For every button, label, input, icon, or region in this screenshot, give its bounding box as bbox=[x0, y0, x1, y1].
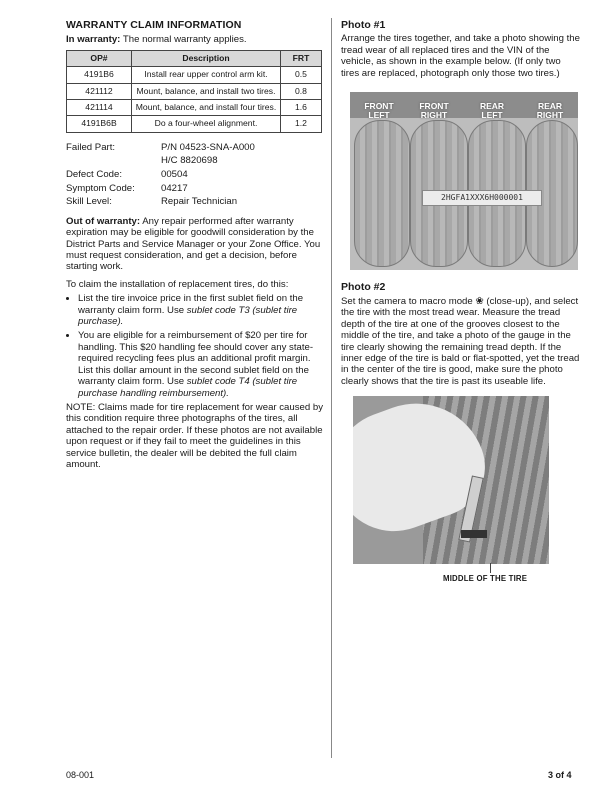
middle-of-tire-callout: MIDDLE OF THE TIRE bbox=[443, 574, 528, 583]
cell-frt: 0.5 bbox=[281, 67, 322, 83]
table-row bbox=[67, 67, 322, 83]
label-rear-left: REAR LEFT bbox=[479, 101, 505, 120]
photo1-instructions: Arrange the tires together, and take a photo showing the tread wear of all replaced tires and the VIN of the vehicle, as shown in the example below. (If only two tires are replaced, photograph only those two tires.) bbox=[341, 33, 580, 79]
cell-description: Mount, balance, and install four tires. bbox=[132, 100, 281, 116]
vin-label: 2HGFA1XXX6H000001 bbox=[422, 190, 542, 206]
cell-op: 421112 bbox=[67, 83, 132, 99]
defect-code-row: Defect Code: 00504 bbox=[66, 169, 188, 181]
bulletin-number: 08-001 bbox=[66, 770, 95, 780]
op-table-header bbox=[67, 50, 322, 66]
label-front-left: FRONT LEFT bbox=[364, 101, 394, 120]
table-row bbox=[67, 116, 322, 132]
table-row bbox=[67, 83, 322, 99]
cell-op: 421114 bbox=[67, 100, 132, 116]
failed-part-row: Failed Part: P/N 04523-SNA-A000 bbox=[66, 141, 255, 153]
claim-intro: To claim the installation of replacement tires, do this: bbox=[66, 278, 289, 290]
page-number: 3 of 4 bbox=[548, 770, 572, 780]
photo2-title: Photo #2 bbox=[341, 281, 386, 293]
callout-leader-line bbox=[490, 563, 491, 573]
cell-op: 4191B6B bbox=[67, 116, 132, 132]
macro-flower-icon: ❀ bbox=[475, 296, 484, 307]
tread-gauge-photo bbox=[353, 396, 549, 564]
photo2-instructions: Set the camera to macro mode ❀ (close-up), and select the tire with the most tread wear. Measure the tread depth of the tire at one of the grooves closest to the middle of the tire, and take a photo of the gauge in the tire clearly showing the remaining tread depth. If the inner edge of the tire is bald or flat-spotted, yet the tread in the center of the tire is good, make sure the photo clearly shows that the tire is past its useable life. bbox=[341, 296, 580, 387]
cell-description: Install rear upper control arm kit. bbox=[132, 67, 281, 83]
gauge-tip bbox=[461, 530, 487, 538]
out-of-warranty-paragraph: Out of warranty: Any repair performed after warranty expiration may be eligible for goodwill consideration by the District Parts and Service Manager or your Zone Office. You must request consideration, and get a decision, before starting work. bbox=[66, 215, 321, 273]
header-frt: FRT bbox=[281, 50, 322, 66]
cell-op: 4191B6 bbox=[67, 67, 132, 83]
claim-steps-list bbox=[66, 293, 324, 399]
cell-frt: 1.6 bbox=[281, 100, 322, 116]
skill-level-row: Skill Level: Repair Technician bbox=[66, 196, 238, 208]
code-list bbox=[66, 142, 324, 210]
table-row bbox=[67, 100, 322, 116]
header-description: Description bbox=[132, 50, 281, 66]
hc-row: H/C 8820698 bbox=[161, 155, 218, 167]
tire-front-left bbox=[354, 120, 410, 267]
op-table bbox=[66, 50, 322, 133]
label-rear-right: REAR RIGHT bbox=[536, 101, 564, 120]
label-front-right: FRONT RIGHT bbox=[419, 101, 449, 120]
list-item: • You are eligible for a reimbursement of $20 per tire for handling. This $20 handling fee should cover any state-required recycling fees plus an additional profit margin. List this dollar amount in the second sublet field on the warranty claim form. Use sublet code T4 (sublet tire purchase handling reimbursement). bbox=[78, 330, 324, 398]
column-divider bbox=[331, 18, 332, 758]
tires-example-photo bbox=[350, 92, 578, 270]
cell-frt: 1.2 bbox=[281, 116, 322, 132]
photo1-title: Photo #1 bbox=[341, 19, 386, 31]
note-paragraph: NOTE: Claims made for tire replacement for wear caused by this condition require three photographs of the tires, all attached to the repair order. If these photos are not available upon request or if they fail to meet the guidelines in this service bulletin, the dealer will be debited the full claim amount. bbox=[66, 401, 323, 470]
warranty-heading: WARRANTY CLAIM INFORMATION bbox=[66, 19, 242, 31]
list-item: • List the tire invoice price in the first sublet field on the warranty claim form. Use sublet code T3 (sublet tire purchase). bbox=[78, 293, 324, 327]
cell-description: Do a four-wheel alignment. bbox=[132, 116, 281, 132]
cell-frt: 0.8 bbox=[281, 83, 322, 99]
header-op: OP# bbox=[67, 50, 132, 66]
left-column bbox=[66, 20, 324, 470]
in-warranty-line: In warranty: The normal warranty applies. bbox=[66, 34, 247, 46]
symptom-code-row: Symptom Code: 04217 bbox=[66, 182, 188, 194]
cell-description: Mount, balance, and install two tires. bbox=[132, 83, 281, 99]
